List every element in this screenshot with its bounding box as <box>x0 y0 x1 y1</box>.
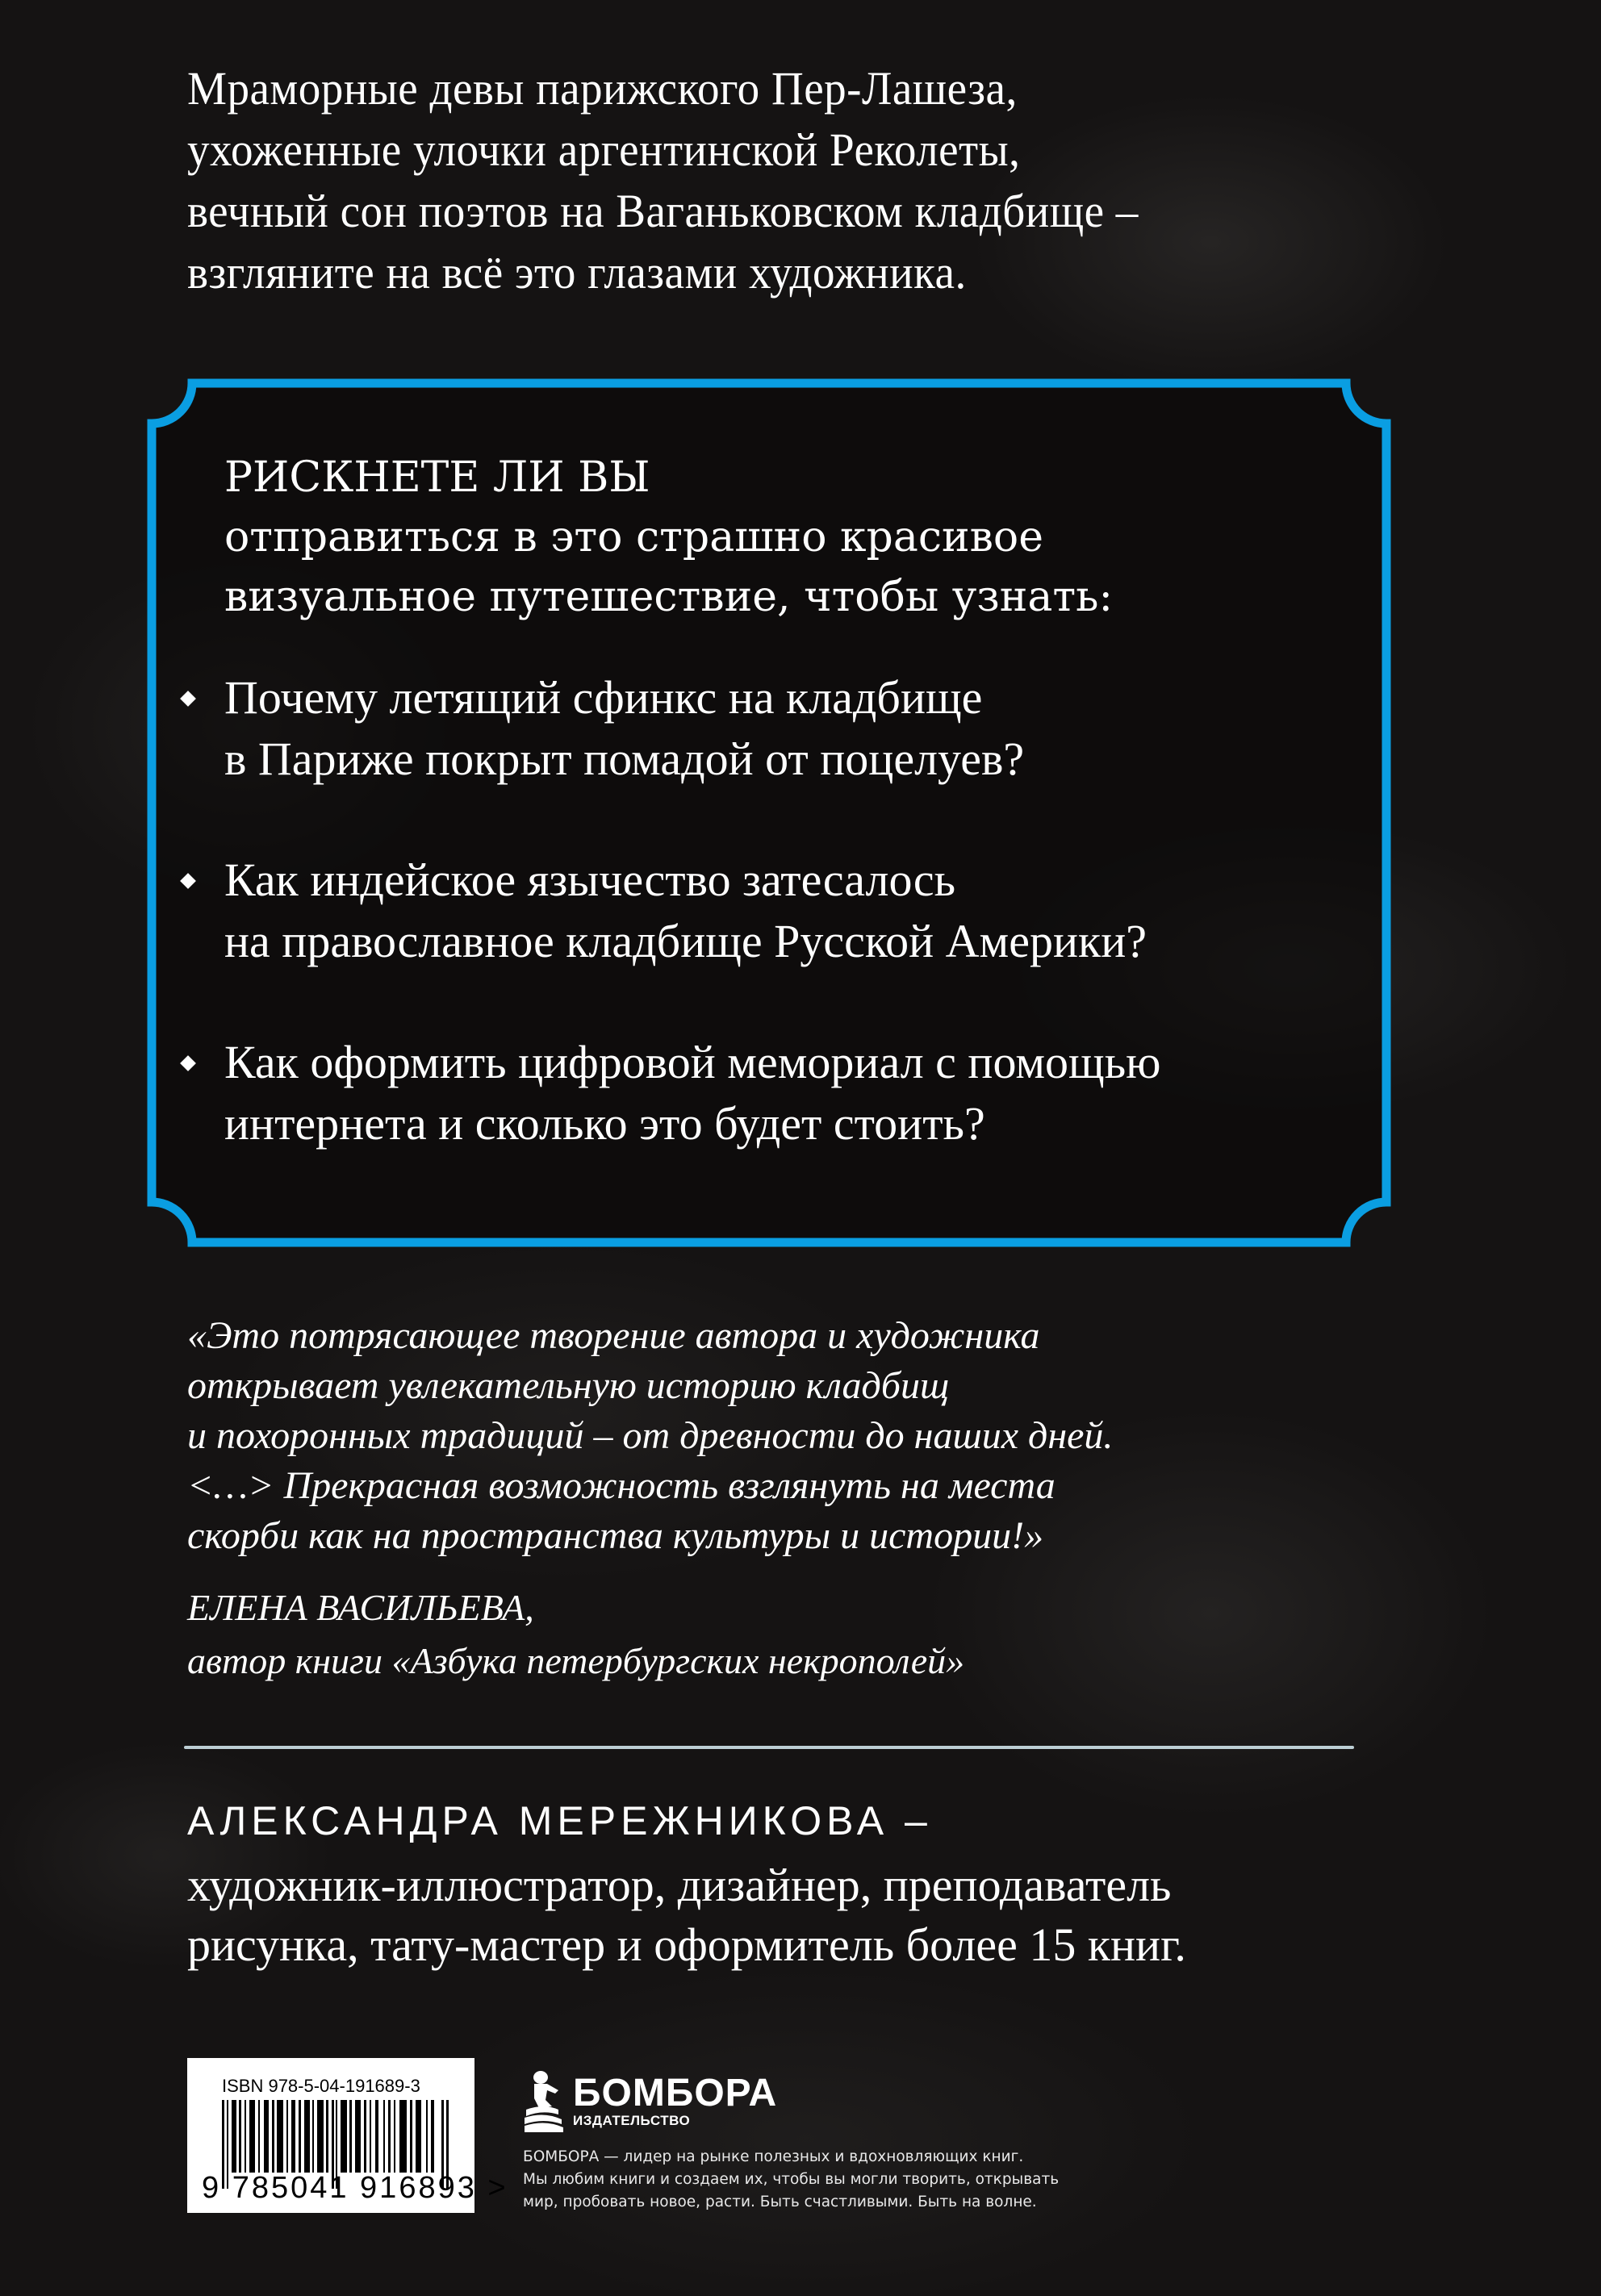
frame-lead <box>224 448 1354 627</box>
quote-line: «Это потрясающее творение автора и художника <box>187 1314 1040 1357</box>
list-item <box>224 850 1354 972</box>
question-frame <box>144 375 1394 1250</box>
isbn-number: ISBN 978-5-04-191689-3 <box>222 2076 420 2096</box>
publisher-subtitle: ИЗДАТЕЛЬСТВО <box>573 2113 691 2128</box>
author-name: АЛЕКСАНДРА МЕРЕЖНИКОВА – <box>187 1798 932 1843</box>
intro-paragraph <box>187 58 1337 303</box>
bullet-line: в Париже покрыт помадой от поцелуев? <box>224 733 1025 785</box>
publisher-description <box>523 2146 1059 2214</box>
intro-line: вечный сон поэтов на Ваганьковском кладбище – <box>187 185 1139 237</box>
bombora-surfer-logo-icon <box>523 2069 565 2134</box>
section-divider <box>184 1746 1354 1749</box>
publisher-desc-line: БОМБОРА — лидер на рынке полезных и вдохновляющих книг. <box>523 2148 1024 2165</box>
quote-line: скорби как на пространства культуры и истории!» <box>187 1514 1044 1557</box>
quote-author-desc: автор книги «Азбука петербургских некрополей» <box>187 1640 965 1681</box>
quote-author: ЕЛЕНА ВАСИЛЬЕВА, <box>187 1587 534 1628</box>
author-bio <box>187 1856 1186 1975</box>
frame-heading: РИСКНЕТЕ ЛИ ВЫ <box>224 453 650 502</box>
isbn-barcode <box>187 2058 508 2213</box>
bullet-line: Почему летящий сфинкс на кладбище <box>224 671 983 724</box>
quote-line: и похоронных традиций – от древности до наших дней. <box>187 1414 1114 1457</box>
frame-lead-line: отправиться в это страшно красивое <box>224 513 1043 561</box>
review-quote <box>187 1311 1438 1561</box>
quote-line: открывает увлекательную историю кладбищ <box>187 1364 950 1407</box>
quote-line: <…> Прекрасная возможность взглянуть на места <box>187 1464 1055 1507</box>
frame-lead-line: визуальное путешествие, чтобы узнать: <box>224 573 1113 621</box>
publisher-desc-line: Мы любим книги и создаем их, чтобы вы могли творить, открывать <box>523 2171 1060 2188</box>
publisher-desc-line: мир, пробовать новое, расти. Быть счастливыми. Быть на волне. <box>523 2194 1037 2210</box>
bullet-line: на православное кладбище Русской Америки? <box>224 915 1147 967</box>
intro-line: взгляните на всё это глазами художника. <box>187 246 967 298</box>
author-bio-line: художник-иллюстратор, дизайнер, преподаватель <box>187 1859 1172 1911</box>
publisher-name: БОМБОРА <box>573 2072 778 2114</box>
publisher-logo <box>523 2069 777 2134</box>
bullet-list <box>224 667 1354 1154</box>
author-bio-line: рисунка, тату-мастер и оформитель более 15 книг. <box>187 1918 1186 1971</box>
bullet-line: Как индейское язычество затесалось <box>224 854 956 906</box>
quote-attribution <box>187 1581 964 1688</box>
intro-line: Мраморные девы парижского Пер-Лашеза, <box>187 62 1018 115</box>
intro-line: ухоженные улочки аргентинской Реколеты, <box>187 123 1021 176</box>
bullet-line: Как оформить цифровой мемориал с помощью <box>224 1036 1161 1088</box>
list-item <box>224 1032 1354 1154</box>
bullet-line: интернета и сколько это будет стоить? <box>224 1097 985 1150</box>
barcode-digits: 9 785041 916893 > <box>202 2171 508 2205</box>
list-item <box>224 667 1354 790</box>
